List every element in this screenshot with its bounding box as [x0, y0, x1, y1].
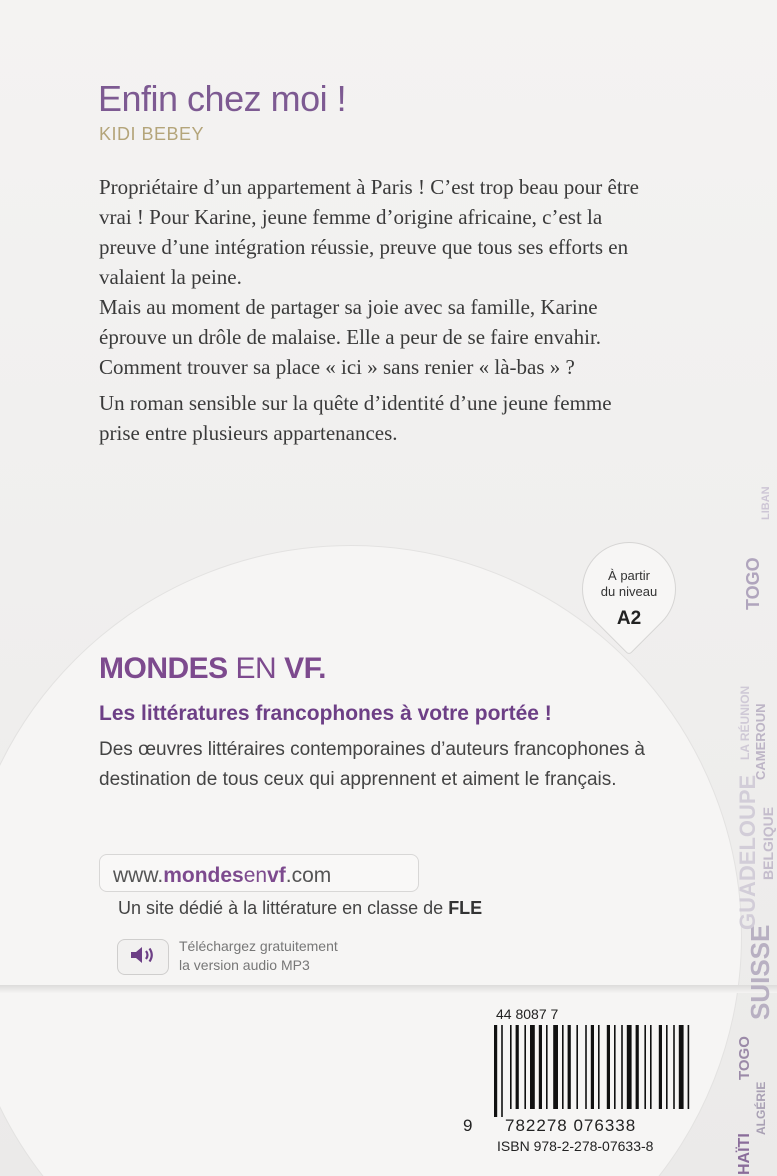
barcode-bar: [659, 1025, 662, 1109]
barcode-bar: [539, 1025, 542, 1109]
book-title: Enfin chez moi !: [98, 78, 347, 119]
url-suffix: .com: [285, 864, 332, 887]
collection-tagline: Les littératures francophones à votre portée !: [99, 702, 552, 725]
barcode-bar: [644, 1025, 646, 1109]
spine-word: BELGIQUE: [760, 806, 776, 880]
audio-line2: la version audio MP3: [179, 957, 310, 973]
barcode-bar: [688, 1025, 690, 1109]
audio-download-button[interactable]: [117, 939, 169, 975]
barcode-bar: [598, 1025, 600, 1109]
site-desc-text: Un site dédié à la littérature en classe de: [118, 898, 449, 918]
synopsis: [99, 172, 639, 448]
spine-country-words: [735, 460, 777, 1176]
collection-name-part3: VF: [284, 652, 319, 685]
barcode-bar: [666, 1025, 668, 1109]
barcode-bar: [621, 1025, 623, 1109]
barcode-bar: [650, 1025, 652, 1109]
spine-word: ALGÉRIE: [754, 1081, 768, 1135]
barcode-bar: [546, 1025, 548, 1109]
collection-name-part1: MONDES: [99, 652, 228, 685]
spine-word: TOGO: [736, 1036, 753, 1080]
isbn: ISBN 978-2-278-07633-8: [497, 1138, 654, 1154]
barcode-bar: [494, 1025, 497, 1117]
collection-logo: [99, 652, 326, 686]
website-url[interactable]: [113, 864, 331, 888]
barcode-top-code: 44 8087 7: [496, 1006, 559, 1022]
audio-download-text: [179, 937, 338, 975]
url-prefix: www.: [113, 864, 164, 887]
barcode-bar: [636, 1025, 639, 1109]
barcode-bar: [607, 1025, 610, 1109]
url-mid-part: en: [243, 864, 268, 887]
barcode-bar: [524, 1025, 526, 1109]
level-label: [584, 568, 674, 600]
spine-word: LIBAN: [760, 486, 772, 520]
barcode-bar: [576, 1025, 578, 1109]
book-author: KIDI BEBEY: [99, 124, 205, 144]
spine-word: SUISSE: [745, 924, 775, 1020]
barcode-bar: [501, 1025, 503, 1117]
barcode-bar: [591, 1025, 594, 1109]
synopsis-paragraph: Propriétaire d’un appartement à Paris ! C’est trop beau pour être vrai ! Pour Karine, jeune femme d’origine africaine, c’est la preuve d’une intégration réussie, preuve que tous ses efforts en valaient la peine.: [99, 175, 639, 289]
spine-word: HAÏTI: [736, 1133, 753, 1175]
barcode-first-digit: 9: [463, 1116, 473, 1135]
level-value: A2: [616, 608, 642, 629]
barcode-bar: [673, 1025, 675, 1109]
level-label-line1: À partir: [608, 568, 650, 583]
barcode-digits: 782278 076338: [505, 1116, 637, 1135]
url-bold-part2: vf: [267, 864, 286, 887]
url-bold-part: mondes: [163, 864, 244, 887]
barcode-bar: [679, 1025, 684, 1109]
spine-word: LA RÉUNION: [738, 685, 752, 760]
spine-word: CAMEROUN: [753, 703, 768, 780]
synopsis-paragraph: Un roman sensible sur la quête d’identité d’une jeune femme prise entre plusieurs appartenances.: [99, 391, 612, 445]
barcode-bar: [568, 1025, 571, 1109]
spine-word: GUADELOUPE: [735, 774, 760, 930]
barcode-bar: [562, 1025, 564, 1109]
spine-word: TOGO: [743, 557, 763, 610]
level-label-line2: du niveau: [600, 584, 658, 599]
cover-fold: [0, 985, 777, 993]
collection-description: Des œuvres littéraires contemporaines d’auteurs francophones à destination de tous ceux qui apprennent et aiment le français.: [99, 739, 645, 790]
speaker-icon: [128, 944, 158, 971]
barcode-bar: [516, 1025, 519, 1109]
collection-name-part2: EN: [235, 652, 277, 685]
collection-name-dot: .: [318, 652, 326, 685]
site-desc-bold: FLE: [448, 898, 483, 918]
barcode-bar: [585, 1025, 587, 1109]
barcode-bar: [530, 1025, 535, 1109]
synopsis-paragraph: Mais au moment de partager sa joie avec sa famille, Karine éprouve un drôle de malaise. Elle a peur de se faire envahir. Comment trouver sa place « ici » sans renier « là-bas » ?: [99, 295, 602, 379]
barcode: [494, 1025, 694, 1117]
barcode-bar: [614, 1025, 616, 1109]
barcode-bar: [553, 1025, 558, 1109]
barcode-bar: [627, 1025, 632, 1109]
website-description: [118, 898, 482, 919]
audio-line1: Téléchargez gratuitement: [179, 938, 338, 954]
barcode-bar: [510, 1025, 512, 1109]
